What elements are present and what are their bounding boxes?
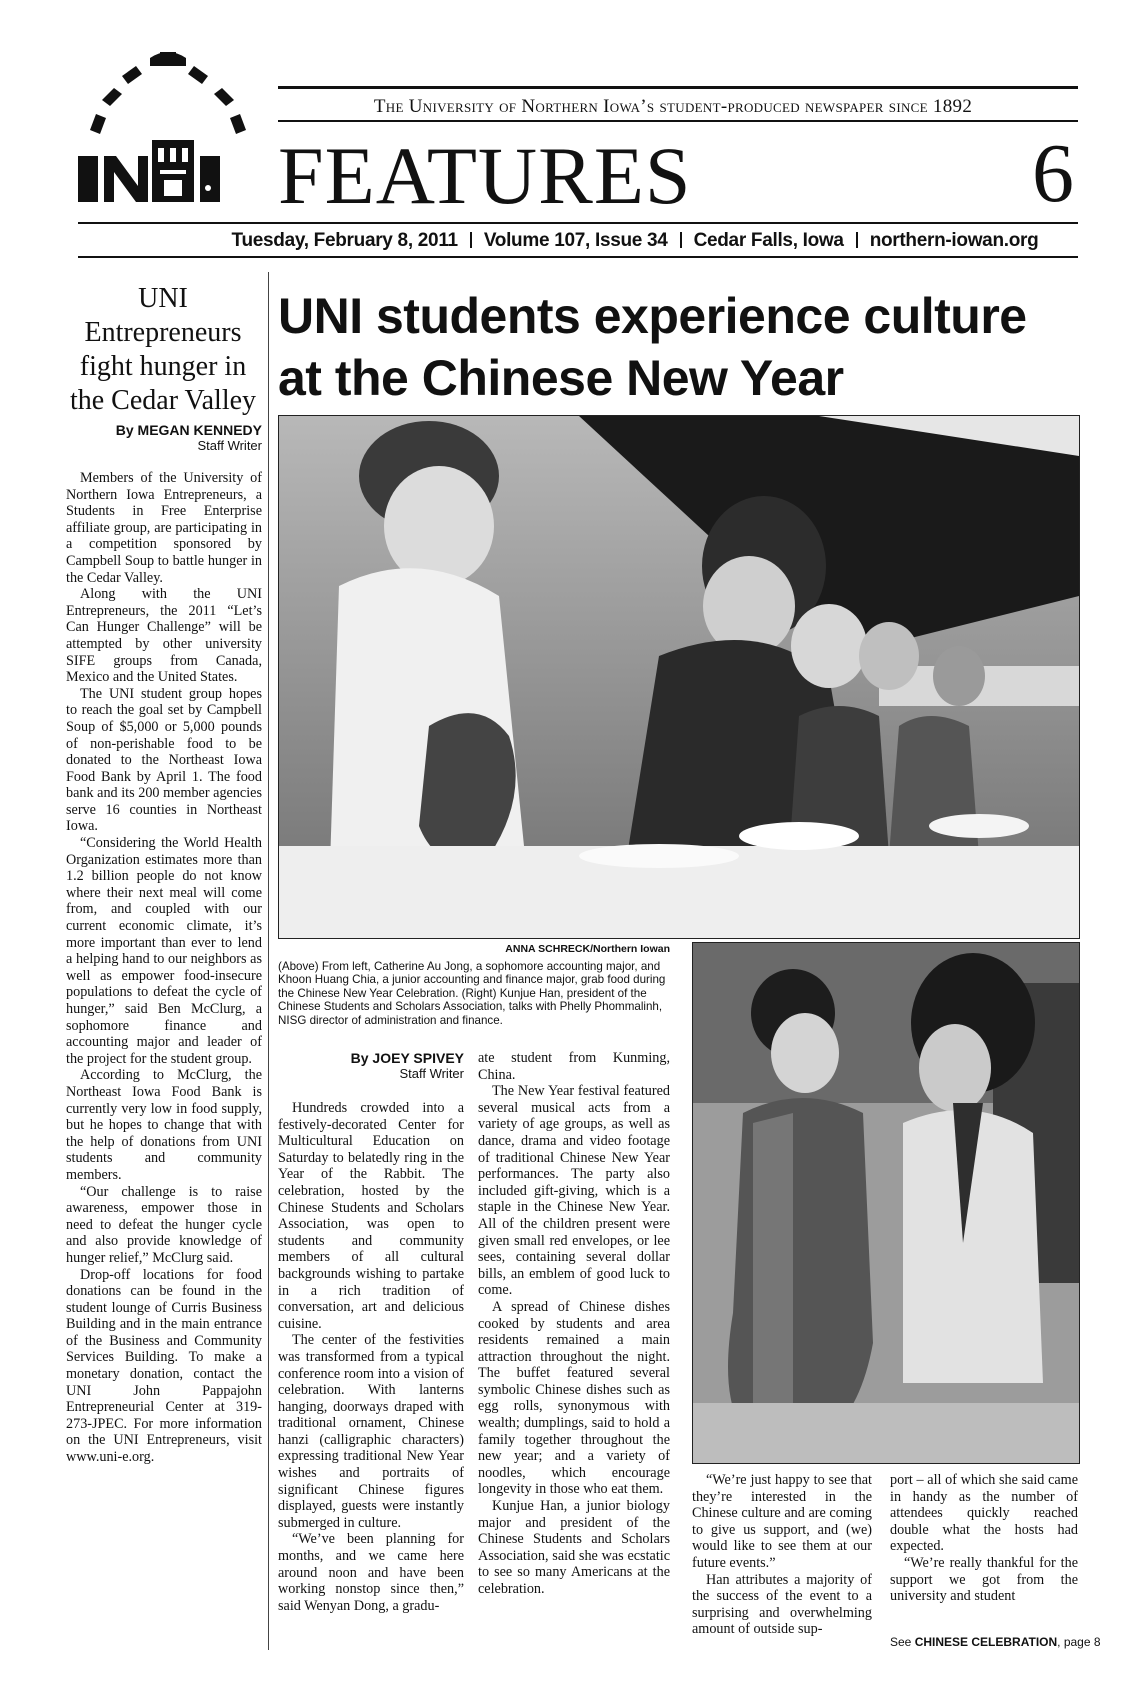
main-paragraph: port – all of which she said came in handy as the number of attendees quickly reached double what the hosts had expected.	[890, 1472, 1078, 1555]
jump-line[interactable]	[890, 1635, 1101, 1649]
side-photo	[692, 942, 1080, 1464]
sidebar-byline	[66, 422, 262, 453]
jump-slug: CHINESE CELEBRATION	[914, 1635, 1058, 1649]
sidebar-paragraph: Along with the UNI Entrepreneurs, the 2011 “Let’s Can Hunger Challenge” will be attempted by other university SIFE groups from Canada, Mexico and the United States.	[66, 586, 262, 686]
main-paragraph: ate student from Kunming, China.	[478, 1050, 670, 1083]
main-column-1	[278, 1100, 464, 1614]
main-paragraph: A spread of Chinese dishes cooked by students and area residents remained a main attraction throughout the night. The buffet featured several symbolic Chinese dishes such as egg rolls, synonymous with wealth; dumplings, said to hold a family together throughout the new year; and a variety of noodles, which encourage longevity in those who eat them.	[478, 1298, 670, 1498]
dateline	[195, 230, 1075, 252]
sidebar-paragraph: Members of the University of Northern Iowa Entrepreneurs, a Students in Free Enterprise affiliate group, are participating in a competition sponsored by Campbell Soup to battle hunger in the Cedar Valley.	[66, 470, 262, 586]
main-headline: UNI students experience culture at the Chinese New Year	[278, 288, 1027, 406]
main-paragraph: “We’re just happy to see that they’re interested in the Chinese culture and are coming to give us support, and (we) would like to see them at our future events.”	[692, 1472, 872, 1571]
photo-caption: (Above) From left, Catherine Au Jong, a sophomore accounting major, and Khoon Huang Chia, a junior accounting and finance major, grab food during the Chinese New Year Celebration. (Right) Kunjue Han, president of the Chinese Students and Scholars Association, talks with Phelly Phommalinh, NISG director of administration and finance.	[278, 960, 666, 1027]
main-column-3	[692, 1472, 872, 1638]
main-photo	[278, 415, 1080, 939]
main-paragraph: The New Year festival featured several musical acts from a variety of age groups, as well as dance, drama and video footage of traditional Chinese New Year performances. The party also included gift-giving, which is a staple in the Chinese New Year. All of the children present were given small red envelopes, or lee sees, containing several dollar bills, an emblem of good luck to come.	[478, 1083, 670, 1299]
issue-volume: Volume 107, Issue 34	[483, 230, 668, 251]
issue-location: Cedar Falls, Iowa	[693, 230, 844, 251]
sidebar-paragraph: “Our challenge is to raise awareness, empower those in need to defeat the hunger cycle and also provide knowledge of hunger relief,” McClurg said.	[66, 1183, 262, 1266]
sidebar-paragraph: The UNI student group hopes to reach the goal set by Campbell Soup of $5,000 or 5,000 pounds of non-perishable food to be donated to the Northeast Iowa Food Bank by April 1. The food bank and its 200 member agencies serve 16 counties in Northeast Iowa.	[66, 685, 262, 835]
photo-credit: ANNA SCHRECK/Northern Iowan	[505, 943, 670, 955]
main-byline	[278, 1050, 464, 1081]
sidebar-paragraph: According to McClurg, the Northeast Iowa Food Bank is currently very low in food supply, but he hopes to change that with the help of donations from UNI students and community members.	[66, 1067, 262, 1183]
main-paragraph: The center of the festivities was transformed from a typical conference room into a vision of celebration. With lanterns hanging, doorways draped with traditional ornament, Chinese hanzi (calligraphic characters) expressing traditional New Year wishes and portraits of significant Chinese figures displayed, guests were instantly submerged in culture.	[278, 1332, 464, 1531]
main-paragraph: Han attributes a majority of the success of the event to a surprising and overwhelming amount of outside sup-	[692, 1571, 872, 1638]
jump-prefix: See	[890, 1635, 912, 1649]
page-number: 6	[1032, 127, 1074, 220]
website-link[interactable]: northern-iowan.org	[869, 230, 1039, 251]
section-title: FEATURES	[278, 130, 692, 221]
sidebar-body	[66, 470, 262, 1466]
sidebar-headline: UNI Entrepreneurs fight hunger in the Cedar Valley	[69, 283, 257, 416]
sidebar-paragraph: Drop-off locations for food donations can be found in the student lounge of Curris Business Building and in the main entrance of the Business and Community Services Building. To make a monetary donation, contact the UNI John Pappajohn Entrepreneurial Center at 319-273-JPEC. For more information on the UNI Entrepreneurs, visit www.uni-e.org.	[66, 1266, 262, 1466]
sidebar-author: By MEGAN KENNEDY	[115, 422, 262, 438]
main-column-2	[478, 1050, 670, 1598]
main-paragraph: “We’ve been planning for months, and we came here around noon and have been working nonstop since then,” said Wenyan Dong, a gradu-	[278, 1531, 464, 1614]
sidebar-author-title: Staff Writer	[197, 438, 262, 453]
main-paragraph: Hundreds crowded into a festively-decorated Center for Multicultural Education on Saturday to belatedly ring in the Year of the Rabbit. The celebration, hosted by the Chinese Students and Scholars Association, was open to students and community members of all cultural backgrounds wishing to partake in a rich tradition of conversation, art and delicious cuisine.	[278, 1100, 464, 1332]
masthead-tagline: The University of Northern Iowa’s student-produced newspaper since 1892	[373, 96, 973, 117]
sidebar-paragraph: “Considering the World Health Organization estimates more than 1.2 billion people do not know where their next meal will come from, and coupled with our current economic climate, it’s more important than ever to lend a helping hand to our neighbors as well as empower food-insecure populations to defeat the cycle of hunger,” said Ben McClurg, a sophomore finance and accounting major and leader of the project for the student group.	[66, 835, 262, 1067]
main-paragraph: “We’re really thankful for the support we got from the university and student	[890, 1554, 1078, 1605]
main-author-title: Staff Writer	[399, 1066, 464, 1081]
main-paragraph: Kunjue Han, a junior biology major and president of the Chinese Students and Scholars Association, said she was ecstatic to see so many Americans at the celebration.	[478, 1498, 670, 1597]
jump-page: , page 8	[1057, 1635, 1101, 1649]
main-author: By JOEY SPIVEY	[350, 1050, 464, 1066]
column-divider	[268, 272, 269, 1650]
main-column-4	[890, 1472, 1078, 1605]
issue-date: Tuesday, February 8, 2011	[231, 230, 458, 251]
uni-logo	[78, 38, 258, 208]
